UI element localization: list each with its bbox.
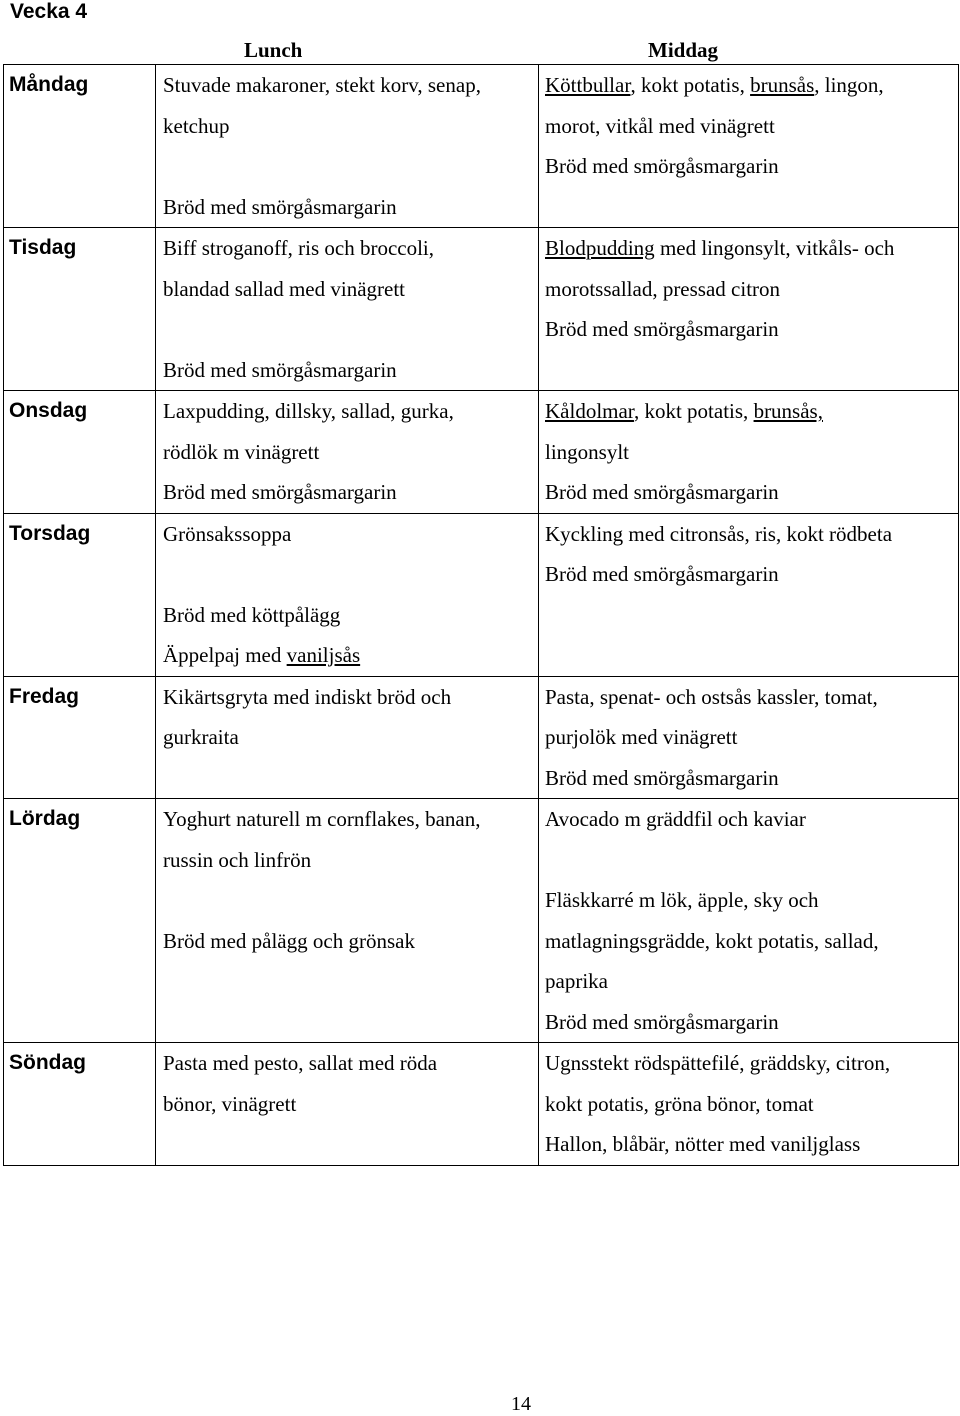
- lunch-cell: [156, 513, 539, 676]
- middag-line: [545, 65, 958, 106]
- lunch-text-underlined: vaniljsås: [286, 643, 361, 667]
- day-cell: [4, 799, 156, 1043]
- middag-line: Hallon, blåbär, nötter med vaniljglass: [545, 1132, 861, 1156]
- table-row: [4, 799, 959, 1043]
- day-name: Fredag: [9, 684, 80, 708]
- middag-cell: [539, 676, 959, 799]
- day-cell: [4, 391, 156, 514]
- day-cell: [4, 676, 156, 799]
- middag-cell: [539, 513, 959, 676]
- middag-line: kokt potatis, gröna bönor, tomat: [545, 1091, 814, 1116]
- lunch-column-header: Lunch: [244, 38, 303, 62]
- lunch-line: [163, 309, 538, 350]
- day-name: Lördag: [9, 807, 81, 830]
- lunch-line: Pasta med pesto, sallat med röda: [163, 1051, 438, 1075]
- lunch-line: [163, 146, 538, 187]
- middag-line: [545, 840, 958, 881]
- middag-line: Pasta, spenat- och ostsås kassler, tomat,: [545, 684, 878, 709]
- lunch-line: Biff stroganoff, ris och broccoli,: [163, 236, 435, 260]
- middag-cell: [539, 65, 959, 228]
- day-name: Torsdag: [9, 521, 91, 545]
- middag-line: Kyckling med citronsås, ris, kokt rödbeta: [545, 521, 893, 546]
- lunch-line: [163, 880, 538, 921]
- day-name: Måndag: [9, 73, 89, 96]
- table-row: [4, 513, 959, 676]
- lunch-line: Stuvade makaroner, stekt korv, senap,: [163, 73, 481, 97]
- middag-cell: [539, 391, 959, 514]
- lunch-line: [163, 635, 538, 676]
- lunch-cell: [156, 1043, 539, 1166]
- lunch-line-empty: [163, 554, 538, 595]
- lunch-line: bönor, vinägrett: [163, 1091, 297, 1116]
- day-cell: [4, 65, 156, 228]
- lunch-text: Äppelpaj med: [163, 643, 287, 667]
- middag-line: [545, 228, 958, 269]
- middag-text: , lingon,: [814, 73, 884, 97]
- day-name: Tisdag: [9, 236, 77, 259]
- middag-line: Avocado m gräddfil och kaviar: [545, 807, 806, 831]
- table-row: [4, 391, 959, 514]
- middag-line: Bröd med smörgåsmargarin: [545, 317, 779, 341]
- lunch-line: rödlök m vinägrett: [163, 439, 320, 464]
- week-title: Vecka 4: [10, 0, 88, 23]
- page-number: 14: [511, 1393, 531, 1415]
- lunch-line: Laxpudding, dillsky, sallad, gurka,: [163, 399, 454, 423]
- day-name: Onsdag: [9, 399, 88, 422]
- day-cell: [4, 1043, 156, 1166]
- lunch-cell: [156, 799, 539, 1043]
- middag-text: , kokt potatis,: [633, 399, 754, 423]
- lunch-cell: [156, 228, 539, 391]
- middag-line: paprika: [545, 969, 608, 993]
- lunch-line: blandad sallad med vinägrett: [163, 276, 406, 301]
- middag-line: morotssallad, pressad citron: [545, 276, 781, 301]
- lunch-cell: [156, 391, 539, 514]
- middag-text-underlined: brunsås: [750, 73, 815, 97]
- middag-line: Bröd med smörgåsmargarin: [545, 1009, 779, 1034]
- lunch-line: Bröd med smörgåsmargarin: [163, 480, 397, 504]
- middag-line: Bröd med smörgåsmargarin: [545, 154, 779, 178]
- table-row: [4, 228, 959, 391]
- middag-line: Fläskkarré m lök, äpple, sky och: [545, 888, 819, 912]
- middag-text-underlined: brunsås,: [753, 399, 823, 423]
- lunch-cell: [156, 676, 539, 799]
- middag-column-header: Middag: [648, 38, 719, 62]
- middag-line: [545, 391, 958, 432]
- table-row: [4, 65, 959, 228]
- middag-line: purjolök med vinägrett: [545, 725, 738, 749]
- weekly-menu-table: [3, 64, 959, 1166]
- middag-line: lingonsylt: [545, 439, 630, 464]
- middag-cell: [539, 799, 959, 1043]
- lunch-line: Bröd med smörgåsmargarin: [163, 357, 397, 382]
- middag-text-underlined: Kåldolmar: [545, 399, 634, 423]
- middag-line: Bröd med smörgåsmargarin: [545, 765, 779, 790]
- middag-line: Bröd med smörgåsmargarin: [545, 562, 779, 586]
- middag-text: med lingonsylt, vitkåls- och: [654, 236, 895, 260]
- table-row: [4, 676, 959, 799]
- middag-cell: [539, 1043, 959, 1166]
- middag-line: Ugnsstekt rödspättefilé, gräddsky, citron,: [545, 1051, 891, 1075]
- day-cell: [4, 513, 156, 676]
- lunch-line: gurkraita: [163, 725, 239, 749]
- lunch-line: Yoghurt naturell m cornflakes, banan,: [163, 807, 481, 831]
- lunch-line: Kikärtsgryta med indiskt bröd och: [163, 684, 452, 709]
- middag-line: morot, vitkål med vinägrett: [545, 113, 775, 138]
- middag-text: , kokt potatis,: [630, 73, 751, 97]
- lunch-line: russin och linfrön: [163, 847, 312, 872]
- lunch-line: Bröd med köttpålägg: [163, 602, 341, 627]
- table-row: [4, 1043, 959, 1166]
- lunch-line: Grönsakssoppa: [163, 521, 292, 546]
- lunch-cell: [156, 65, 539, 228]
- lunch-line: Bröd med pålägg och grönsak: [163, 928, 415, 953]
- day-cell: [4, 228, 156, 391]
- lunch-line: Bröd med smörgåsmargarin: [163, 194, 397, 219]
- middag-line: matlagningsgrädde, kokt potatis, sallad,: [545, 928, 879, 953]
- middag-text-underlined: Köttbullar: [545, 73, 631, 97]
- middag-text-underlined: Blodpudding: [545, 236, 655, 260]
- middag-cell: [539, 228, 959, 391]
- middag-line: Bröd med smörgåsmargarin: [545, 480, 779, 504]
- lunch-line: ketchup: [163, 113, 230, 138]
- day-name: Söndag: [9, 1051, 86, 1074]
